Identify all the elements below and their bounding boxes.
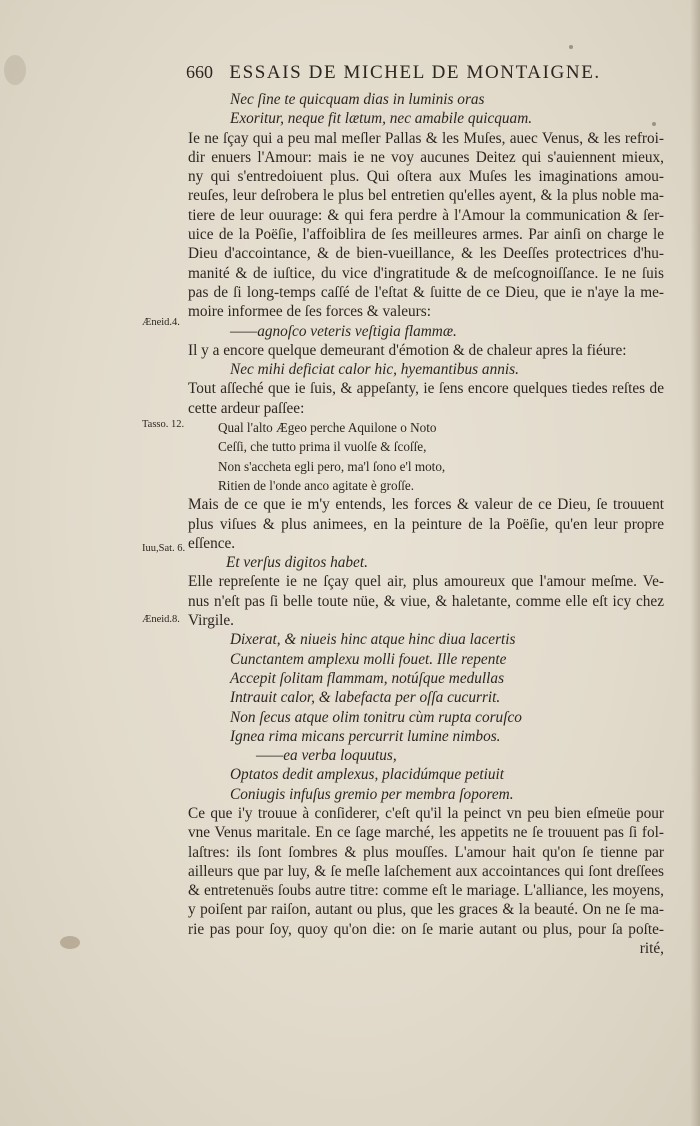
verse-line: Intrauit calor, & labefacta per oſſa cucurrit. (230, 689, 501, 707)
verse-line: Optatos dedit amplexus, placidúmque petiuit (230, 766, 505, 784)
prose-line: Dieu d'accointance, & de bien-vueillance, & les Deeſſes protectrices d'hu- (188, 245, 664, 263)
margin-note-aeneid-4: Æneid.4. (142, 317, 180, 328)
margin-note-tasso: Tasso. 12. (142, 419, 185, 430)
prose-line: pas de ſi long-temps caſſé de l'eſtat & ſuitte de ce Dieu, que ie n'aye la me- (188, 283, 664, 301)
prose-line: uice de la Poëſie, l'affoiblira de ſes meilleures armes. Par ainſi on charge le (188, 226, 664, 244)
prose-line: Virgile. (188, 612, 234, 630)
prose-line: y poiſent par raiſon, autant ou plus, que les graces & la beauté. On ne ſe ma- (188, 901, 664, 919)
prose-line: Elle repreſente ie ne ſçay quel air, plus amoureux que l'amour meſme. Ve- (188, 573, 664, 591)
verse-line: Ignea rima micans percurrit lumine nimbos. (230, 727, 501, 745)
prose-line: Il y a encore quelque demeurant d'émotion & de chaleur apres la fiéure: (188, 341, 627, 359)
prose-line: cette ardeur paſſee: (188, 399, 305, 417)
verse-line: Cunctantem amplexu molli fouet. Ille repente (230, 650, 507, 668)
prose-line: tiere de leur ouurage: & qui fera perdre à l'Amour la communication & ſer- (188, 206, 664, 224)
running-header (186, 62, 626, 84)
italian-verse-line: Qual l'alto Ægeo perche Aquilone o Noto (218, 420, 437, 436)
catchword-line: rité, (639, 940, 664, 958)
page-number: 660 (186, 62, 213, 82)
prose-line: reuſes, leur deſrobera le plus bel entretien qu'elles ayent, & la plus noble ma- (188, 187, 664, 205)
margin-note-iuvenal: Iuu,Sat. 6. (142, 543, 186, 554)
margin-note-aeneid-8: Æneid.8. (142, 614, 180, 625)
verse-line: Dixerat, & niueis hinc atque hinc diua lacertis (230, 631, 516, 649)
prose-line: rie pas pour ſoy, quoy qu'on die: on ſe marie autant ou plus, pour ſa poſte- (188, 920, 664, 938)
prose-line: Ce que i'y trouue à conſiderer, c'eſt qu'il la peinct vn peu bien eſmeüe pour (188, 804, 664, 822)
verse-line: Accepit ſolitam flammam, notúſque medullas (230, 669, 505, 687)
prose-line: Tout aſſeché que ie ſuis, & appeſanty, ie ſens encore quelques tiedes reſtes de (188, 380, 664, 398)
prose-line: manité & de iuſtice, du vice d'ingratitude & de meſcognoiſſance. Ie ne ſuis (188, 264, 664, 282)
verse-line: Nec mihi deficiat calor hic, hyemantibus annis. (230, 361, 519, 379)
prose-line: moire informee de ſes forces & valeurs: (188, 303, 431, 321)
prose-line: Mais de ce que ie m'y entends, les forces & valeur de ce Dieu, ſe trouuent (188, 496, 664, 514)
prose-line: eſſence. (188, 534, 236, 552)
prose-line: Ie ne ſçay qui a peu mal meſler Pallas & les Muſes, auec Venus, & les refroi- (188, 129, 664, 147)
ink-spot (569, 45, 573, 49)
verse-line: Et verſus digitos habet. (226, 554, 368, 572)
verse-line: ——agnoſco veteris veſtigia flammæ. (230, 322, 457, 340)
page-stain (60, 936, 80, 949)
prose-line: dir enuers l'Amour: mais ie ne voy aucunes Deitez qui s'auiennent mieux, (188, 148, 664, 166)
italian-verse-line: Ritien de l'onde anco agitate è groſſe. (218, 477, 415, 493)
verse-line: Non ſecus atque olim tonitru cùm rupta coruſco (230, 708, 522, 726)
italian-verse-line: Ceſſi, che tutto prima il vuolſe & ſcoſſe, (218, 439, 427, 455)
verse-line: ——ea verba loquutus, (256, 747, 397, 765)
verse-line: Exoritur, neque fit lætum, nec amabile quicquam. (230, 110, 533, 128)
page-stain (4, 55, 26, 85)
page-body (188, 90, 664, 958)
prose-line: laſtres: ils ſont ſombres & plus mouſſes. L'amour hait qu'on ſe tienne par (188, 843, 664, 861)
prose-line: nus n'eſt pas ſi belle toute nüe, & viue, & haletante, comme elle eſt icy chez (188, 592, 664, 610)
verse-line: Nec ſine te quicquam dias in luminis oras (230, 91, 485, 108)
verse-line: Coniugis infuſus gremio per membra ſoporem. (230, 785, 514, 803)
prose-line: ny qui s'entredoiuent plus. Qui oſtera aux Muſes les imaginations amou- (188, 168, 664, 186)
prose-line: vne Venus maritale. En ce ſage marché, les appetits ne ſe trouuent pas ſi fol- (188, 824, 664, 842)
prose-line: plus viſues & plus animees, en la peinture de la Poëſie, qu'en leur propre (188, 515, 664, 533)
prose-line: & entretenuës ſoubs autre titre: comme eſt le mariage. L'alliance, les moyens, (188, 882, 664, 900)
page-gutter-shadow (690, 0, 700, 1126)
italian-verse-line: Non s'accheta egli pero, ma'l ſono e'l moto, (218, 458, 446, 474)
prose-line: ailleurs que par luy, & ſe meſle laſchement aux accointances qui ſont dreſſees (188, 862, 664, 880)
running-title: ESSAIS DE MICHEL DE MONTAIGNE. (229, 62, 601, 83)
